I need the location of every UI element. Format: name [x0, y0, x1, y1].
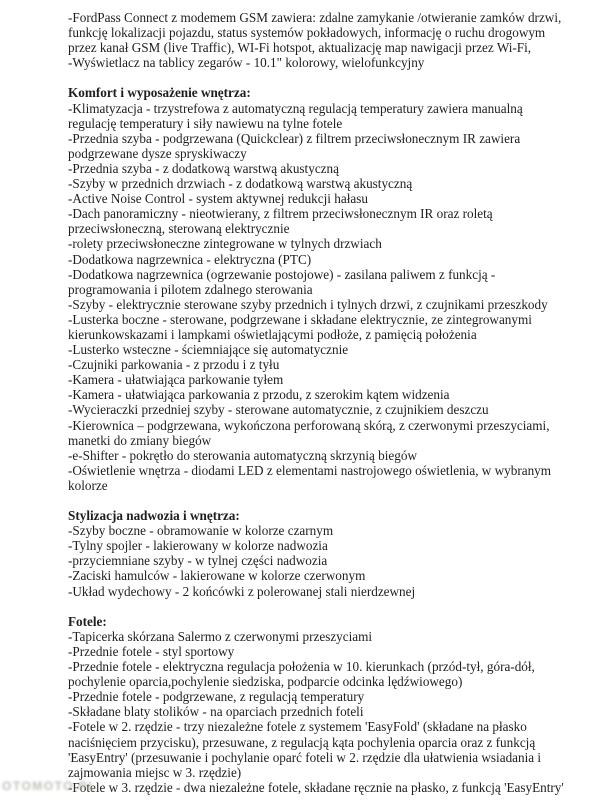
spec-line: -przyciemniane szyby - w tylnej części nadwozia — [68, 553, 328, 569]
spec-line: -Dodatkowa nagrzewnica - elektryczna (PTC) — [68, 251, 312, 267]
spec-line: -Lusterko wsteczne - ściemniające się automatycznie — [68, 342, 349, 358]
spec-line: -Klimatyzacja - trzystrefowa z automatyczną regulacją temperatury zawiera manualną — [68, 100, 523, 116]
spec-line: -Wycieraczki przedniej szyby - sterowane automatycznie, z czujnikiem deszczu — [68, 402, 489, 418]
spec-line: podgrzewane dysze spryskiwaczy — [68, 145, 247, 161]
spec-line: 'EasyEntry' (przesuwanie i pochylanie oparć foteli w 2. rzędzie dla ułatwienia wsiadania i — [68, 749, 542, 765]
spec-line: -Szyby w przednich drzwiach - z dodatkową warstwą akustyczną — [68, 176, 413, 192]
spec-line: -Active Noise Control - system aktywnej redukcji hałasu — [68, 191, 368, 207]
spec-line: -Tapicerka skórzana Salermo z czerwonymi przeszyciami — [68, 628, 373, 644]
spec-line: -Przednia szyba - podgrzewana (Quickclear) z filtrem przeciwsłonecznym IR zawiera — [68, 130, 521, 146]
spec-line: -Lusterka boczne - sterowane, podgrzewane i składane elektrycznie, ze zintegrowanymi — [68, 311, 532, 327]
spec-line: -Szyby - elektrycznie sterowane szyby przednich i tylnych drzwi, z czujnikami przeszkody — [68, 296, 548, 312]
spec-line: zajmowania miejsc w 3. rzędzie) — [68, 764, 242, 780]
spec-line: -Przednie fotele - styl sportowy — [68, 643, 235, 659]
section-0 — [68, 10, 594, 70]
spec-line: -Przednia szyba - z dodatkową warstwą akustyczną — [68, 160, 339, 176]
section-3 — [68, 614, 594, 795]
section-heading: Komfort i wyposażenie wnętrza: — [68, 85, 251, 101]
spec-line: naciśnięciem przycisku), przesuwane, z regulacją kąta pochylenia oparcia oraz z funkcją — [68, 734, 536, 750]
spec-line: -Przednie fotele - elektryczna regulacja położenia w 10. kierunkach (przód-tył, góra-dół, — [68, 659, 535, 675]
spec-line: -Oświetlenie wnętrza - diodami LED z elementami nastrojowego oświetlenia, w wybranym — [68, 462, 552, 478]
spec-line: -e-Shifter - pokrętło do sterowania automatyczną skrzynią biegów — [68, 447, 417, 463]
spec-line: -Układ wydechowy - 2 końcówki z polerowanej stali nierdzewnej — [68, 583, 416, 599]
spec-line: manetki do zmiany biegów — [68, 432, 212, 448]
spec-line: -Fotele w 2. rzędzie - trzy niezależne fotele z systemem 'EasyFold' (składane na płasko — [68, 719, 527, 735]
spec-line: -Zaciski hamulców - lakierowane w kolorze czerwonym — [68, 568, 366, 584]
spec-line: funkcję lokalizacji pojazdu, status systemów pokładowych, informację o ruchu drogowym — [68, 25, 546, 41]
watermark: OTOMOTO.PL — [2, 779, 98, 793]
section-2 — [68, 508, 594, 599]
spec-line: przeciwsłoneczną, sterowaną elektrycznie — [68, 221, 290, 237]
spec-line: -Przednie fotele - podgrzewane, z regulacją temperatury — [68, 689, 365, 705]
section-heading: Stylizacja nadwozia i wnętrza: — [68, 508, 240, 524]
spec-line: -Czujniki parkowania - z przodu i z tyłu — [68, 357, 280, 373]
spec-line: -Dodatkowa nagrzewnica (ogrzewanie postojowe) - zasilana paliwem z funkcją - — [68, 266, 496, 282]
spec-line: -Składane blaty stolików - na oparciach przednich foteli — [68, 704, 364, 720]
spec-line: regulację temperatury i siły nawiewu na tylne fotele — [68, 115, 343, 131]
spec-line: -FordPass Connect z modemem GSM zawiera: zdalne zamykanie /otwieranie zamków drzwi, — [68, 10, 562, 25]
spec-line: kierunkowskazami i lampkami oświetlającymi podłoże, z pamięcią położenia — [68, 326, 477, 342]
section-heading: Fotele: — [68, 613, 107, 629]
spec-line: -Dach panoramiczny - nieotwierany, z filtrem przeciwsłonecznym IR oraz roletą — [68, 206, 493, 222]
spec-line: przez kanał GSM (live Traffic), WI-Fi hotspot, aktualizację map nawigacji przez Wi-Fi, — [68, 40, 532, 56]
spec-line: programowania i pilotem zdalnego sterowania — [68, 281, 313, 297]
spec-line: -Kamera - ułatwiająca parkowania z przodu, z szerokim kątem widzenia — [68, 387, 450, 403]
spec-line: -Kierownica – podgrzewana, wykończona perforowaną skórą, z czerwonymi przeszyciami, — [68, 417, 550, 433]
spec-line: -Kamera - ułatwiająca parkowanie tyłem — [68, 372, 284, 388]
section-1 — [68, 85, 594, 493]
spec-line: pochylenie oparcia,pochylenie siedziska, podparcie odcinka lędźwiowego) — [68, 674, 463, 690]
spec-line: -Tylny spojler - lakierowany w kolorze nadwozia — [68, 538, 328, 554]
spec-line: -Wyświetlacz na tablicy zegarów - 10.1" kolorowy, wielofunkcyjny — [68, 55, 425, 71]
spec-line: -Szyby boczne - obramowanie w kolorze czarnym — [68, 523, 334, 539]
spec-line: -rolety przeciwsłoneczne zintegrowane w tylnych drzwiach — [68, 236, 382, 252]
spec-line: kolorze — [68, 477, 108, 493]
spec-line: -Fotele w 3. rzędzie - dwa niezależne fotele, składane ręcznie na płasko, z funkcją 'EasyEntry' — [68, 779, 564, 795]
